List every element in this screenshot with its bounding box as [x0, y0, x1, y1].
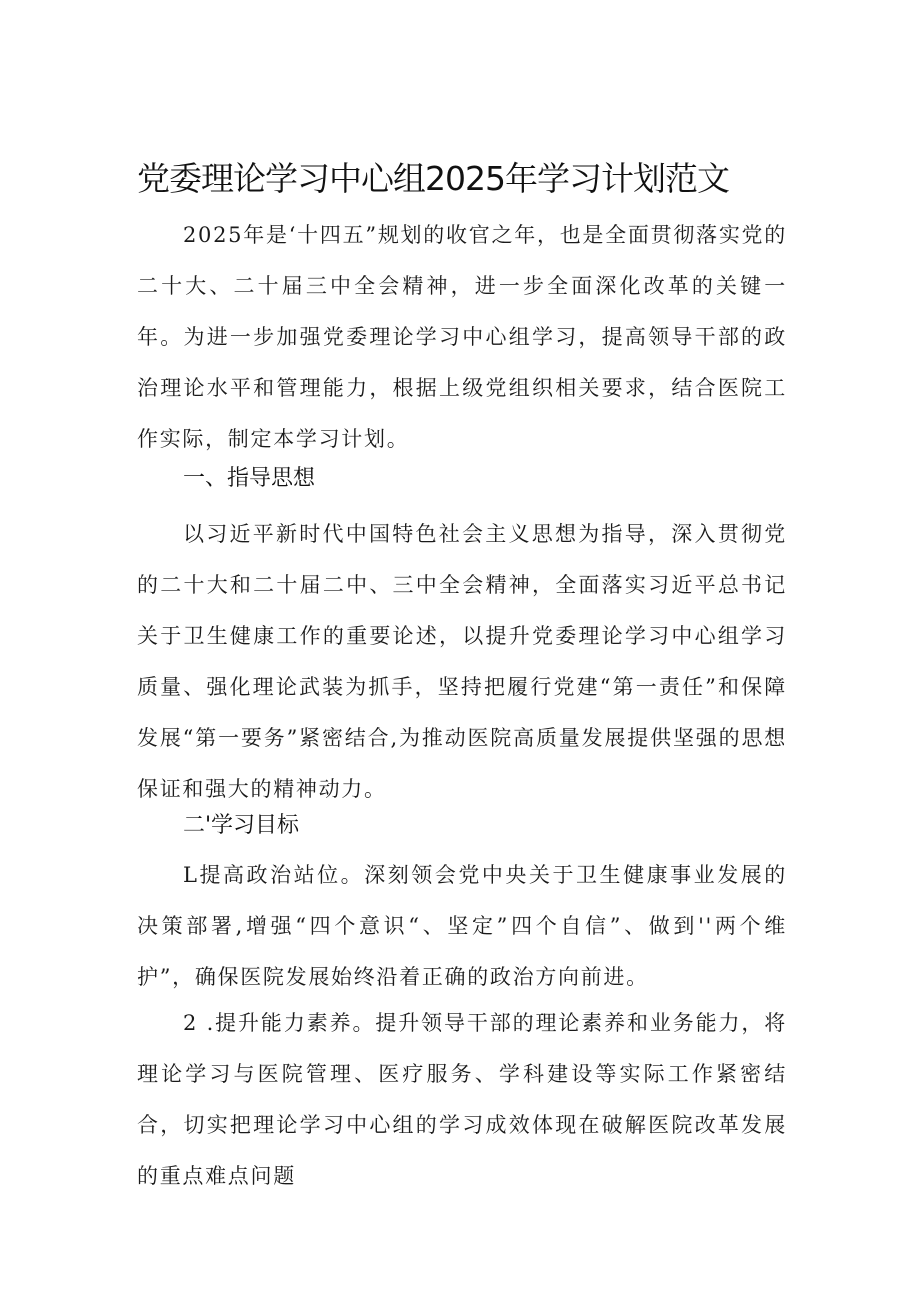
intro-paragraph: 2025年是‘十四五”规划的收官之年，也是全面贯彻落实党的二十大、二十届三中全会精神，进一步全面深化改革的关键一年。为进一步加强党委理论学习中心组学习，提高领导干部的政治理论水平和管理能力，根据上级党组织相关要求，结合医院工作实际，制定本学习计划。: [137, 223, 787, 451]
learning-goal-item-1: L提高政治站位。深刻领会党中央关于卫生健康事业发展的决策部署,增强“四个意识“、坚定”四个自信”、做到''两个维护”，确保医院发展始终沿着正确的政治方向前进。: [137, 863, 787, 989]
section-heading-learning-goals: 二'学习目标: [183, 813, 300, 838]
section-heading-guiding-ideology: 一、指导思想: [183, 466, 316, 491]
guiding-ideology-paragraph: 以习近平新时代中国特色社会主义思想为指导，深入贯彻党的二十大和二十届二中、三中全会精神，全面落实习近平总书记关于卫生健康工作的重要论述，以提升党委理论学习中心组学习质量、强化理论武装为抓手，坚持把履行党建“第一责任”和保障发展“第一要务”紧密结合,为推动医院高质量发展提供坚强的思想保证和强大的精神动力。: [137, 522, 787, 801]
learning-goal-item-2: 2 .提升能力素养。提升领导干部的理论素养和业务能力，将理论学习与医院管理、医疗服务、学科建设等实际工作紧密结合，切实把理论学习中心组的学习成效体现在破解医院改革发展的重点难点问题: [137, 1011, 787, 1188]
document-title: 党委理论学习中心组2025年学习计划范文: [137, 159, 729, 198]
